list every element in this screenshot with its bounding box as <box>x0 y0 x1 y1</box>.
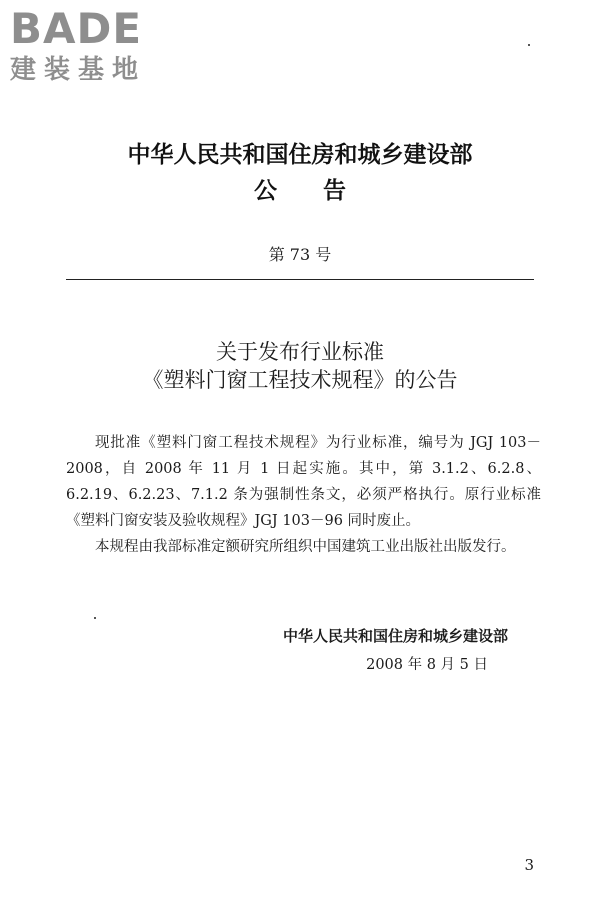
scan-speck <box>528 44 530 46</box>
body-paragraph-1: 现批准《塑料门窗工程技术规程》为行业标准，编号为 JGJ 103－2008，自 2008 年 11 月 1 日起实施。其中，第 3.1.2、6.2.8、6.2.19、6.2.23、7.1.2 条为强制性条文，必须严格执行。原行业标准《塑料门窗安装及验收规程》JGJ 103－96 同时废止。 <box>66 435 541 529</box>
issuer-heading: 中华人民共和国住房和城乡建设部 <box>127 141 473 168</box>
subject-line-1: 关于发布行业标准 <box>216 340 384 364</box>
logo-subtitle-text: 建装基地 <box>10 55 147 85</box>
body-paragraph-2: 本规程由我部标准定额研究所组织中国建筑工业出版社出版发行。 <box>95 539 516 555</box>
notice-title: 公 告 <box>254 177 346 204</box>
header-divider <box>66 279 534 280</box>
brand-logo <box>10 6 180 90</box>
signature-date: 2008 年 8 月 5 日 <box>366 657 488 673</box>
scan-speck <box>94 617 96 619</box>
notice-number: 第 73 号 <box>268 245 332 264</box>
signature-organization: 中华人民共和国住房和城乡建设部 <box>282 627 508 645</box>
notice-subject <box>0 338 600 394</box>
notice-body <box>66 430 541 560</box>
logo-brand-text: BADE <box>10 4 143 53</box>
subject-line-2: 《塑料门窗工程技术规程》的公告 <box>142 368 458 392</box>
page-number: 3 <box>524 856 534 874</box>
